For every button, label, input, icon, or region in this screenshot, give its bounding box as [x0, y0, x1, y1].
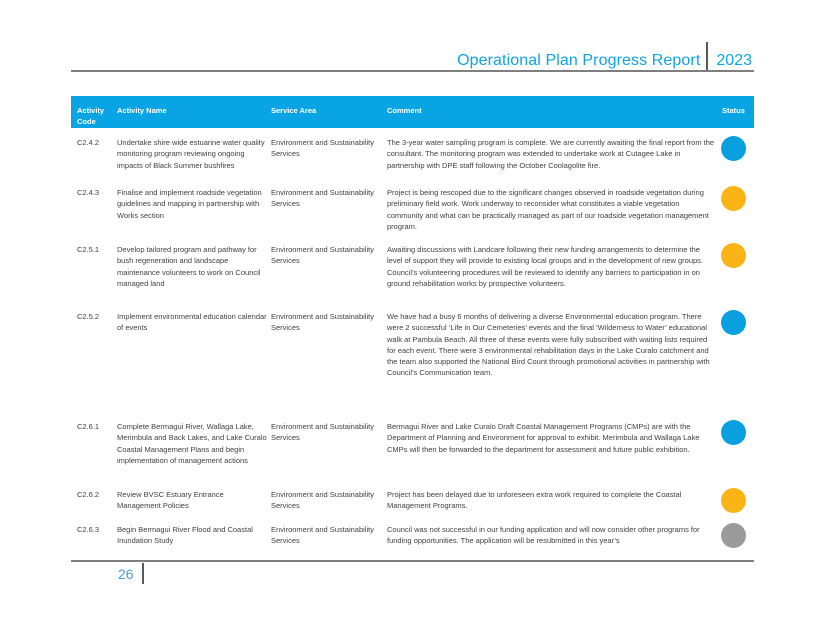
comment: Project has been delayed due to unforeseen extra work required to complete the Coastal Management Programs. [387, 490, 682, 511]
status-indicator [721, 136, 746, 161]
comment: Bermagui River and Lake Curalo Draft Coastal Management Programs (CMPs) are with the Department of Planning and Environment for approval to exhibit. Merimbula and Wallaga Lake CMPs will then be forwarded to the department for assessment and future public exhibition. [387, 422, 700, 454]
footer-divider [142, 563, 144, 584]
activity-name: Develop tailored program and pathway for bush regeneration and landscape maintenance volunteers to work on Council managed land [117, 245, 261, 288]
table-header [71, 96, 754, 128]
service-area: Environment and Sustainability Services [271, 188, 374, 209]
comment: Awaiting discussions with Landcare following their new funding arrangements to determine the level of support they will provide to existing local groups and in the development of new groups. Council’s volunteering procedures will be reviewed to identify any barriers to participation in on ground rehabilitation works by prospective volunteers. [387, 245, 704, 288]
status-indicator [721, 186, 746, 211]
column-header-name: Activity Name [117, 106, 167, 115]
activity-code: C2.4.3 [77, 188, 100, 197]
service-area: Environment and Sustainability Services [271, 422, 374, 443]
page-header [457, 44, 752, 70]
activity-name: Complete Bermagui River, Wallaga Lake, Merimbula and Back Lakes, and Lake Curalo Coastal Management Plans and begin implementation of management actions [117, 422, 267, 465]
service-area: Environment and Sustainability Services [271, 245, 374, 266]
table-row [71, 480, 754, 515]
comment: The 3-year water sampling program is complete. We are currently awaiting the final report from the consultant. The monitoring program was extended to undertake work at Cutagee Lake in partnership with DPE staff following the October Coolagolite fire. [387, 138, 715, 170]
activity-name: Review BVSC Estuary Entrance Management Policies [117, 490, 224, 511]
column-header-status: Status [722, 106, 745, 115]
status-indicator [721, 523, 746, 548]
table-row [71, 178, 754, 235]
page-number: 26 [118, 566, 134, 582]
comment: We have had a busy 6 months of delivering a diverse Environmental education program. There were 2 successful ‘Life in Our Cemeteries’ events and the final ‘Wilderness to Water’ educational walk at Pambula Beach. All three of these events were fully subscribed with waiting lists required for each event. There were 3 environmental rehabilitation days in the Lake Curalo catchment and the team also supported the National Bird Count through promotional activities in partnership with Council’s Communication team. [387, 312, 710, 378]
table-row [71, 515, 754, 555]
column-header-comment: Comment [387, 106, 422, 115]
table-row [71, 302, 754, 412]
activity-code: C2.4.2 [77, 138, 100, 147]
service-area: Environment and Sustainability Services [271, 138, 374, 159]
activity-table [71, 96, 754, 555]
report-year: 2023 [716, 52, 752, 69]
activity-name: Undertake shire wide estuarine water quality monitoring program reviewing ongoing impacts of Black Summer bushfires [117, 138, 265, 170]
comment: Council was not successful in our funding application and will now consider other programs for funding opportunities. The application will be resubmitted in this year’s [387, 525, 700, 546]
table-row [71, 235, 754, 302]
activity-code: C2.6.2 [77, 490, 100, 499]
activity-name: Begin Bermagui River Flood and Coastal Inundation Study [117, 525, 253, 546]
report-title: Operational Plan Progress Report [457, 52, 701, 69]
activity-code: C2.6.1 [77, 422, 100, 431]
service-area: Environment and Sustainability Services [271, 490, 374, 511]
activity-name: Implement environmental education calendar of events [117, 312, 267, 333]
comment: Project is being rescoped due to the significant changes observed in roadside vegetation during preliminary field work. Work underway to reconsider what constitutes a viable vegetation community and what can be practically managed as part of our roadside vegetation management program. [387, 188, 709, 231]
header-rule [71, 70, 754, 72]
status-indicator [721, 420, 746, 445]
table-row [71, 412, 754, 480]
service-area: Environment and Sustainability Services [271, 525, 374, 546]
activity-code: C2.5.1 [77, 245, 100, 254]
column-header-code: Activity Code [77, 106, 105, 126]
table-row [71, 128, 754, 178]
activity-name: Finalise and implement roadside vegetation guidelines and mapping in partnership with Works section [117, 188, 262, 220]
status-indicator [721, 243, 746, 268]
column-header-area: Service Area [271, 106, 317, 115]
footer-rule [71, 560, 754, 562]
service-area: Environment and Sustainability Services [271, 312, 374, 333]
status-indicator [721, 310, 746, 335]
status-indicator [721, 488, 746, 513]
activity-code: C2.5.2 [77, 312, 100, 321]
activity-code: C2.6.3 [77, 525, 100, 534]
